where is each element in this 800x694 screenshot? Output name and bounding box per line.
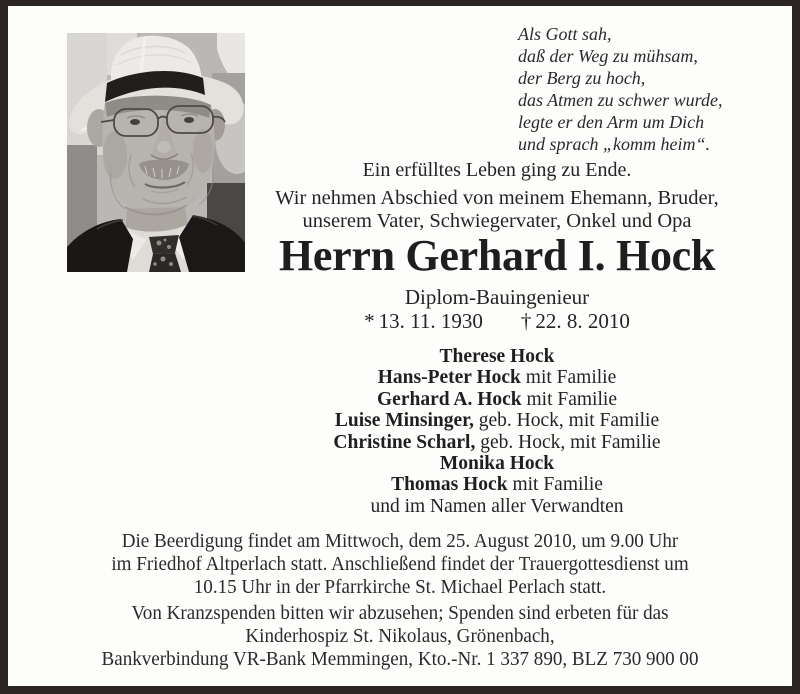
poem-line: Als Gott sah, [518, 24, 612, 44]
mourner-name: Christine Scharl, [333, 431, 476, 453]
mourner-row [245, 453, 749, 474]
funeral-line: im Friedhof Altperlach statt. Anschließend findet der Trauergottesdienst um [111, 553, 689, 576]
life-dates [245, 309, 749, 334]
deceased-profession: Diplom-Bauingenieur [404, 285, 590, 309]
mourners-list [245, 346, 749, 517]
funeral-line: Die Beerdigung findet am Mittwoch, dem 25. August 2010, um 9.00 Uhr [121, 530, 679, 552]
poem-line: und sprach „komm heim“. [518, 133, 710, 154]
mourner-row [245, 367, 749, 388]
mourner-suffix: geb. Hock, mit Familie [480, 431, 661, 453]
portrait-photo [67, 33, 245, 272]
death-cross-symbol: † [520, 309, 532, 333]
memorial-poem [518, 24, 768, 155]
donation-info [35, 602, 764, 672]
poem-line: daß der Weg zu mühsam, [518, 45, 698, 66]
donation-line: Bankverbindung VR-Bank Memmingen, Kto.-Nr. 1 337 890, BLZ 730 900 00 [101, 648, 699, 671]
mourner-suffix: und im Namen aller Verwandten [370, 495, 624, 517]
mourner-name: Gerhard A. Hock [377, 388, 522, 410]
farewell-line-2: unserem Vater, Schwiegervater, Onkel und Opa [302, 209, 692, 232]
poem-line: legte er den Arm um Dich [518, 111, 705, 132]
mourner-name: Luise Minsinger, [334, 410, 474, 432]
funeral-line: 10.15 Uhr in der Pfarrkirche St. Michael Perlach statt. [193, 576, 607, 599]
mourner-suffix: mit Familie [525, 367, 617, 389]
donation-line: Von Kranzspenden bitten wir abzusehen; Spenden sind erbeten für das [131, 602, 669, 624]
poem-line: das Atmen zu schwer wurde, [518, 89, 723, 110]
funeral-info [35, 530, 764, 600]
mourner-row [245, 410, 749, 431]
deceased-name: Herrn Gerhard I. Hock [278, 231, 716, 280]
death-date-value: 22. 8. 2010 [535, 309, 630, 333]
birth-date-value: 13. 11. 1930 [378, 309, 483, 333]
mourner-suffix: mit Familie [512, 474, 603, 496]
mourner-row [245, 389, 749, 410]
birth-star-symbol: * [364, 309, 375, 333]
mourner-suffix: geb. Hock, mit Familie [478, 410, 660, 432]
mourner-name: Therese Hock [439, 346, 555, 367]
mourner-row [245, 496, 749, 517]
mourner-row [245, 432, 749, 453]
mourner-suffix: mit Familie [526, 388, 617, 410]
birth-date [364, 309, 483, 334]
farewell-text [245, 187, 749, 232]
portrait-photo-graphic [67, 33, 245, 272]
donation-line: Kinderhospiz St. Nikolaus, Grönenbach, [245, 625, 555, 648]
mourner-name: Monika Hock [439, 453, 555, 475]
mourner-row [245, 474, 749, 495]
death-date [521, 309, 630, 334]
intro-sentence: Ein erfülltes Leben ging zu Ende. [362, 159, 632, 181]
mourner-name: Hans-Peter Hock [377, 367, 521, 389]
mourner-name: Thomas Hock [391, 474, 508, 496]
farewell-line-1: Wir nehmen Abschied von meinem Ehemann, Bruder, [275, 187, 719, 209]
poem-line: der Berg zu hoch, [518, 67, 646, 88]
mourner-row [245, 346, 749, 367]
